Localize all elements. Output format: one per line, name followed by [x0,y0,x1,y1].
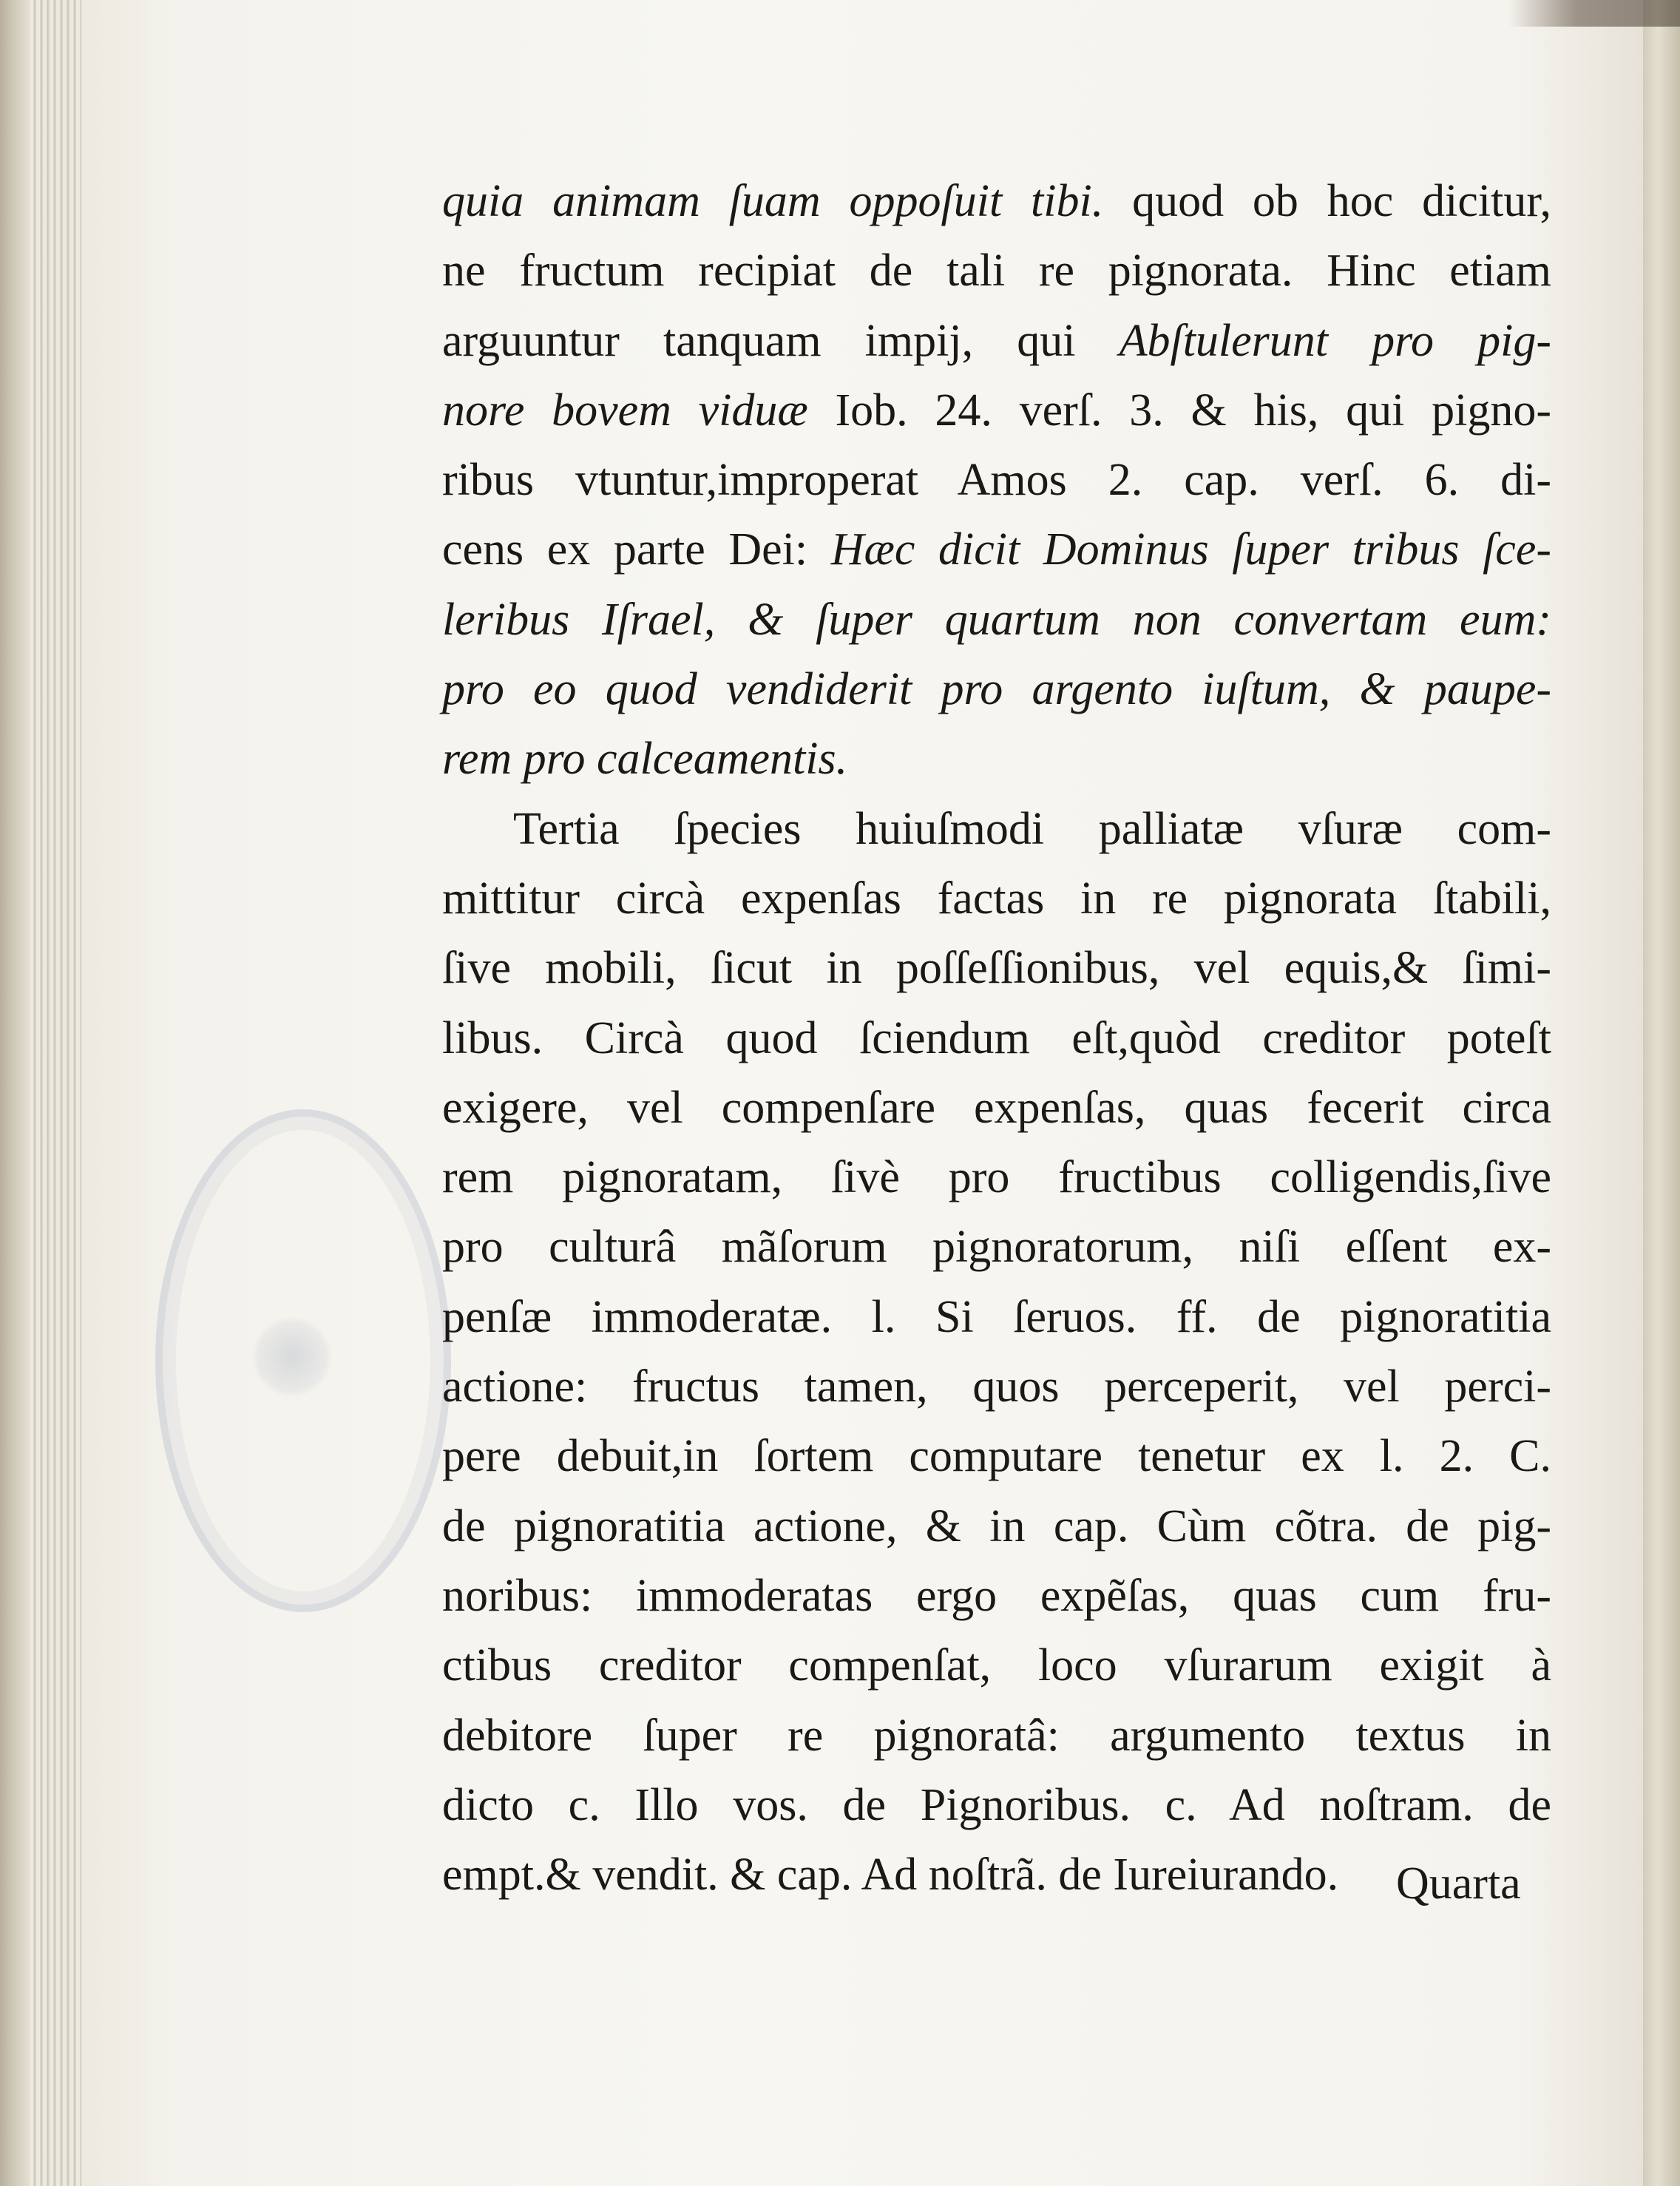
catchword: Quarta [1396,1858,1521,1909]
text-line [442,445,1551,515]
text-line [442,376,1551,445]
roman-text: empt.& vendit. & cap. Ad noſtrã. de Iureiurando. [442,1850,1339,1901]
text-line [442,1701,1551,1770]
text-line [442,1421,1551,1491]
library-stamp-emblem [251,1316,333,1398]
roman-text: quod ob hoc dicitur, [1103,176,1551,226]
text-line [442,654,1551,724]
text-line [442,724,1551,793]
cover-shadow [1508,0,1680,27]
roman-text: pro culturâ mãſorum pignoratorum, niſi eſſent ex- [442,1222,1551,1273]
italic-text: quia animam ſuam oppoſuit tibi. [442,176,1104,226]
italic-text: rem pro calceamentis. [442,734,848,785]
text-line [442,864,1551,933]
roman-text: Iob. 24. verſ. 3. & his, qui pigno- [807,385,1551,436]
italic-text: Hæc dicit Dominus ſuper tribus ſce- [830,524,1551,575]
text-line [442,794,1551,864]
roman-text: debitore ſuper re pignoratâ: argumento textus in [442,1710,1551,1761]
italic-text: nore bovem viduæ [442,385,808,436]
roman-text: actione: fructus tamen, quos perceperit, vel perci- [442,1361,1551,1412]
roman-text: pere debuit,in ſortem computare tenetur ex l. 2. C. [442,1431,1551,1482]
italic-text: pro eo quod vendiderit pro argento iuſtum, & paupe- [442,664,1551,715]
italic-text: leribus Iſrael, & ſuper quartum non convertam eum: [442,594,1551,645]
text-line [442,1143,1551,1212]
text-line [442,585,1551,654]
text-line [442,1212,1551,1282]
text-line [442,306,1551,376]
roman-text: mittitur circà expenſas factas in re pignorata ſtabili, [442,873,1551,924]
roman-text: libus. Circà quod ſciendum eſt,quòd creditor poteſt [442,1012,1551,1063]
roman-text: cens ex parte Dei: [442,524,831,575]
text-line [442,236,1551,305]
roman-text: dicto c. Illo vos. de Pignoribus. c. Ad noſtram. de [442,1779,1551,1830]
book-binding-edge [0,0,30,2186]
roman-text: penſæ immoderatæ. l. Si ſeruos. ff. de pignoratitia [442,1291,1551,1342]
text-line [442,1561,1551,1631]
page-stack-edge [30,0,81,2186]
roman-text: ribus vtuntur,improperat Amos 2. cap. verſ. 6. di- [442,455,1551,506]
text-line [442,1631,1551,1700]
text-line [442,1840,1551,1909]
italic-text: Abſtulerunt pro pig- [1119,315,1551,366]
roman-text: ne fructum recipiat de tali re pignorata. Hinc etiam [442,246,1551,297]
text-line [442,933,1551,1003]
text-line [442,1492,1551,1561]
text-line [442,1282,1551,1352]
roman-text: arguuntur tanquam impij, qui [442,315,1120,366]
roman-text: de pignoratitia actione, & in cap. Cùm cõtra. de pig- [442,1500,1551,1551]
text-line [442,515,1551,584]
roman-text: ſive mobili, ſicut in poſſeſſionibus, vel equis,& ſimi- [442,943,1551,994]
right-page-edge [1643,0,1680,2186]
text-line [442,1770,1551,1840]
roman-text: ctibus creditor compenſat, loco vſurarum exigit à [442,1640,1551,1691]
roman-text: exigere, vel compenſare expenſas, quas fecerit circa [442,1082,1551,1133]
text-line [442,1073,1551,1143]
roman-text: Tertia ſpecies huiuſmodi palliatæ vſuræ com- [513,803,1551,854]
roman-text: noribus: immoderatas ergo expẽſas, quas cum fru- [442,1570,1551,1621]
roman-text: rem pignoratam, ſivè pro fructibus colligendis,ſive [442,1152,1551,1203]
text-line [442,166,1551,236]
text-line [442,1004,1551,1073]
text-line [442,1352,1551,1421]
body-text [442,166,1551,1909]
